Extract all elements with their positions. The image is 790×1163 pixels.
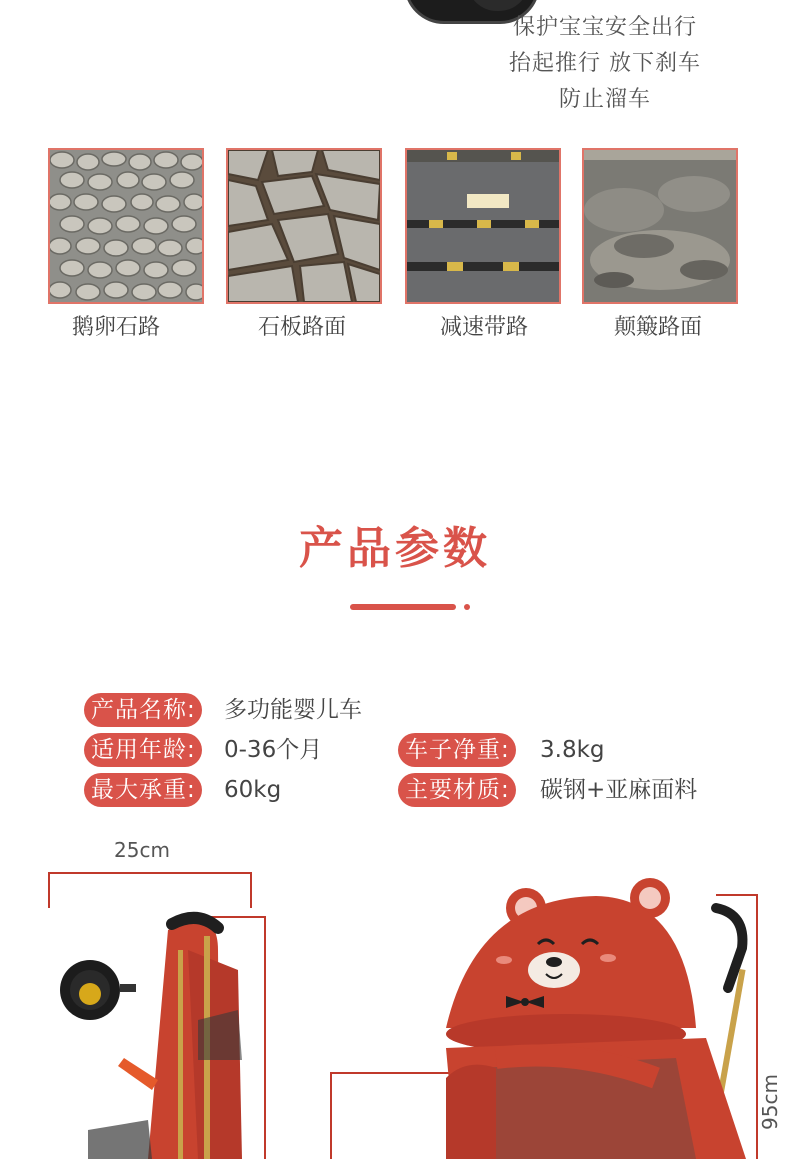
spec-value-name: 多功能婴儿车 <box>224 697 362 723</box>
spec-value-load: 60kg <box>224 777 282 803</box>
spec-label-age: 适用年龄: <box>84 733 202 767</box>
width-dimension-label: 25cm <box>114 838 170 862</box>
caption-line-2: 抬起推行 放下刹车 <box>509 51 701 76</box>
flagstone-road-photo <box>226 148 382 304</box>
bear-stroller-image <box>326 878 790 1159</box>
folded-stroller-image <box>48 910 278 1159</box>
road-label-speed-bump: 减速带路 <box>439 315 528 340</box>
caption-line-1: 保护宝宝安全出行 <box>512 15 697 40</box>
road-label-bumpy: 颠簸路面 <box>613 315 702 340</box>
speed-bump-road-photo <box>405 148 561 304</box>
spec-value-weight: 3.8kg <box>540 737 605 763</box>
title-underline <box>350 604 456 610</box>
road-label-cobblestone: 鹅卵石路 <box>71 315 160 340</box>
width-dimension-line <box>48 872 252 874</box>
width-dimension-tick-left <box>48 872 50 908</box>
spec-label-material: 主要材质: <box>398 773 516 807</box>
caption-line-3: 防止溜车 <box>558 87 651 112</box>
spec-label-load: 最大承重: <box>84 773 202 807</box>
road-label-flagstone: 石板路面 <box>257 315 346 340</box>
spec-label-name: 产品名称: <box>84 693 202 727</box>
title-dot <box>464 604 470 610</box>
height-dimension-label: 95cm <box>758 1074 782 1130</box>
bumpy-road-photo <box>582 148 738 304</box>
cobblestone-road-photo <box>48 148 204 304</box>
section-title: 产品参数 <box>299 523 491 574</box>
width-dimension-tick-right <box>250 872 252 908</box>
spec-value-age: 0-36个月 <box>224 737 323 763</box>
spec-label-weight: 车子净重: <box>398 733 516 767</box>
spec-value-material: 碳钢+亚麻面料 <box>540 777 698 803</box>
